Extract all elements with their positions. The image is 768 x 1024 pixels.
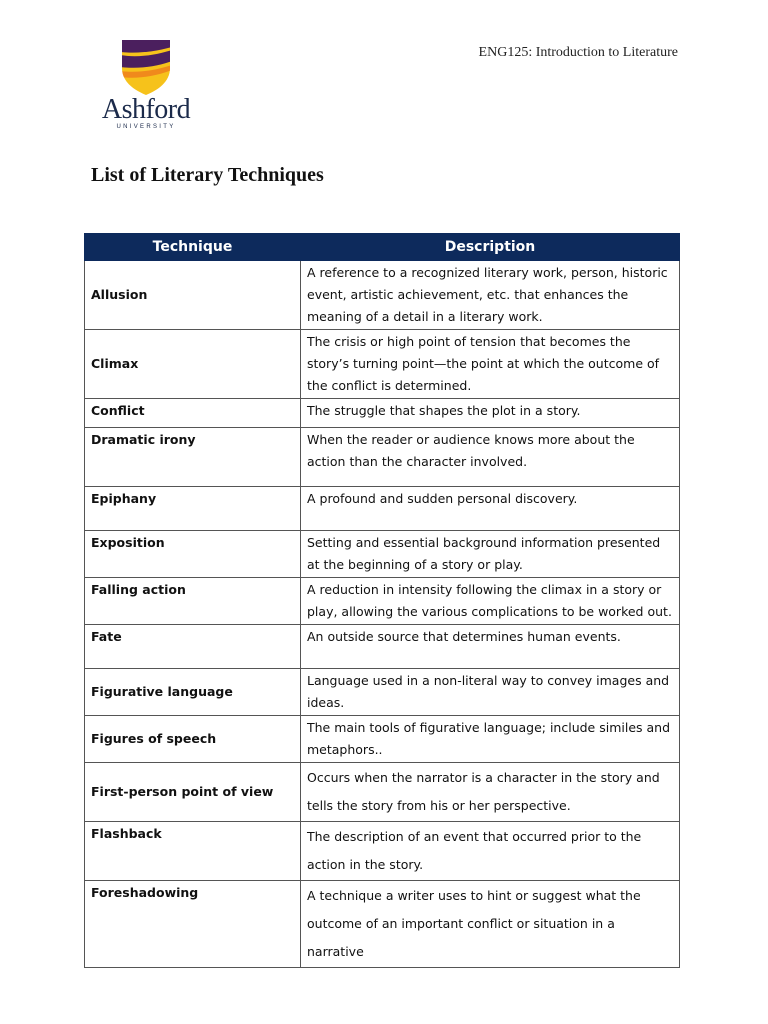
table-row <box>85 399 680 428</box>
techniques-table <box>84 233 680 968</box>
description-cell: A technique a writer uses to hint or suggest what the outcome of an important conflict or situation in a narrative <box>301 881 680 968</box>
description-cell: When the reader or audience knows more about the action than the character involved. <box>301 428 680 487</box>
description-cell: The crisis or high point of tension that becomes the story’s turning point—the point at which the outcome of the conflict is determined. <box>301 330 680 399</box>
term-cell: Fate <box>85 625 301 669</box>
term-cell: Figurative language <box>85 669 301 716</box>
table-row <box>85 881 680 968</box>
description-cell: Occurs when the narrator is a character in the story and tells the story from his or her perspective. <box>301 763 680 822</box>
description-cell: The main tools of figurative language; include similes and metaphors.. <box>301 716 680 763</box>
term-cell: First-person point of view <box>85 763 301 822</box>
table-row <box>85 578 680 625</box>
page-title: List of Literary Techniques <box>91 164 324 186</box>
description-cell: The description of an event that occurred prior to the action in the story. <box>301 822 680 881</box>
table-row <box>85 487 680 531</box>
description-cell: A profound and sudden personal discovery. <box>301 487 680 531</box>
table-row <box>85 261 680 330</box>
term-cell: Figures of speech <box>85 716 301 763</box>
table-row <box>85 625 680 669</box>
table-row <box>85 763 680 822</box>
course-title: ENG125: Introduction to Literature <box>478 45 678 60</box>
table-row <box>85 669 680 716</box>
table-row <box>85 428 680 487</box>
description-cell: Setting and essential background information presented at the beginning of a story or play. <box>301 531 680 578</box>
logo-subtitle: UNIVERSITY <box>116 124 176 130</box>
term-cell: Flashback <box>85 822 301 881</box>
table-row <box>85 716 680 763</box>
term-cell: Dramatic irony <box>85 428 301 487</box>
term-cell: Allusion <box>85 261 301 330</box>
term-cell: Epiphany <box>85 487 301 531</box>
description-cell: An outside source that determines human events. <box>301 625 680 669</box>
term-cell: Exposition <box>85 531 301 578</box>
table-row <box>85 330 680 399</box>
table-header-row <box>85 234 680 261</box>
shield-logo-icon <box>120 38 172 96</box>
description-cell: The struggle that shapes the plot in a story. <box>301 399 680 428</box>
table-row <box>85 531 680 578</box>
logo-wordmark: Ashford <box>101 94 191 125</box>
description-cell: Language used in a non-literal way to convey images and ideas. <box>301 669 680 716</box>
term-cell: Falling action <box>85 578 301 625</box>
ashford-university-logo <box>96 38 196 134</box>
term-cell: Conflict <box>85 399 301 428</box>
column-header-technique: Technique <box>85 234 301 261</box>
description-cell: A reduction in intensity following the climax in a story or play, allowing the various complications to be worked out. <box>301 578 680 625</box>
term-cell: Foreshadowing <box>85 881 301 968</box>
column-header-description: Description <box>301 234 680 261</box>
description-cell: A reference to a recognized literary work, person, historic event, artistic achievement, etc. that enhances the meaning of a detail in a literary work. <box>301 261 680 330</box>
term-cell: Climax <box>85 330 301 399</box>
table-row <box>85 822 680 881</box>
